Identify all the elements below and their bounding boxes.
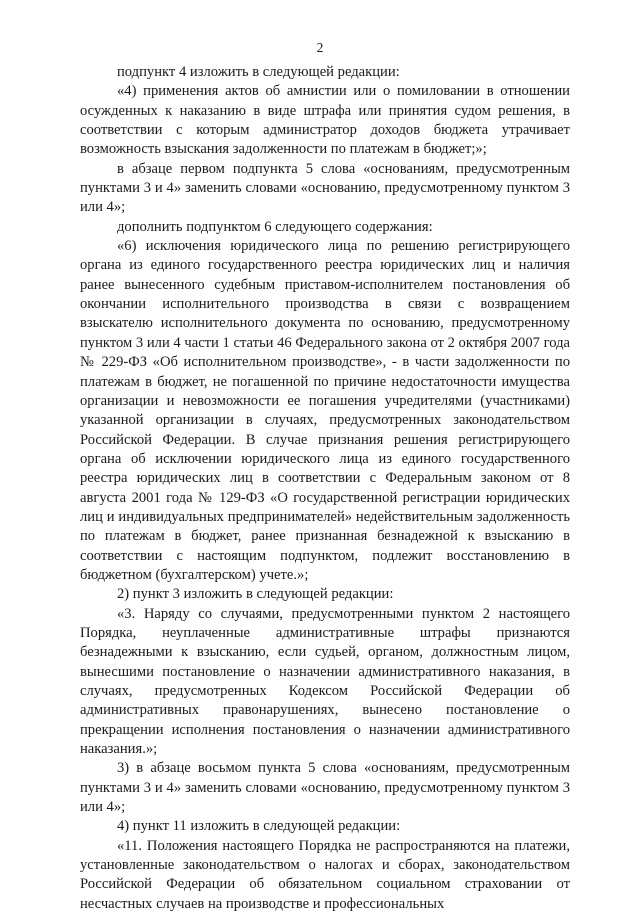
paragraph: 2) пункт 3 изложить в следующей редакции: xyxy=(117,586,394,603)
paragraph: в абзаце первом подпункта 5 слова «основаниям, предусмотренным пунктами 3 и 4» заменить словами «основанию, предусмотренному пунктом 3 или 4»; xyxy=(80,160,570,216)
paragraph: подпункт 4 изложить в следующей редакции: xyxy=(117,64,400,80)
paragraph: 3) в абзаце восьмом пункта 5 слова «основаниям, предусмотренным пунктами 3 и 4» заменить словами «основанию, предусмотренному пунктом 3 или 4»; xyxy=(80,760,570,816)
paragraph: «6) исключения юридического лица по решению регистрирующего органа из единого государственного реестра юридических лиц и наличия ранее вынесенного судебным приставом-исполнителем постановления об окончании исполнительного производства в связи с возвращением взыскателю исполнительного документа по основанию, предусмотренному пунктом 3 или 4 части 1 статьи 46 Федерального закона от 2 октября 2007 года № 229-ФЗ «Об исполнительном производстве», - в части задолженности по платежам в бюджет, не погашенной по причине недостаточности имущества организации и невозможности ее погашения учредителями (участниками) указанной организации в случаях, предусмотренных законодательством Российской Федерации. В случае признания решения регистрирующего органа об исключении юридического лица из единого государственного реестра юридических лиц в соответствии с Федеральным законом от 8 августа 2001 года № 129-ФЗ «О государственной регистрации юридических лиц и индивидуальных предпринимателей» недействительным задолженность по платежам в бюджет, ранее признанная безнадежной к взысканию в соответствии с настоящим подпунктом, подлежит восстановлению в бюджетном (бухгалтерском) учете.»; xyxy=(80,238,570,583)
paragraph: «4) применения актов об амнистии или о помиловании в отношении осужденных к наказанию в виде штрафа или принятия судом решения, в соответствии с которым администратор доходов бюджета утрачивает возможность взыскания задолженности по платежам в бюджет;»; xyxy=(80,83,570,158)
document-body xyxy=(80,63,570,914)
page-number: 2 xyxy=(316,40,324,55)
paragraph: дополнить подпунктом 6 следующего содержания: xyxy=(117,218,433,235)
paragraph: «11. Положения настоящего Порядка не распространяются на платежи, установленные законодательством о налогах и сборах, законодательством Российской Федерации об обязательном социальном страховании от несчастных случаев на производстве и профессиональных xyxy=(80,837,570,912)
paragraph: 4) пункт 11 изложить в следующей редакции: xyxy=(117,818,401,835)
paragraph: «3. Наряду со случаями, предусмотренными пунктом 2 настоящего Порядка, неуплаченные административные штрафы признаются безнадежными к взысканию, если судьей, органом, должностным лицом, вынесшими постановление о назначении административного наказания, в случаях, предусмотренных Кодексом Российской Федерации об административных правонарушениях, вынесено постановление о прекращении исполнения постановления о назначении административного наказания.»; xyxy=(80,605,570,758)
